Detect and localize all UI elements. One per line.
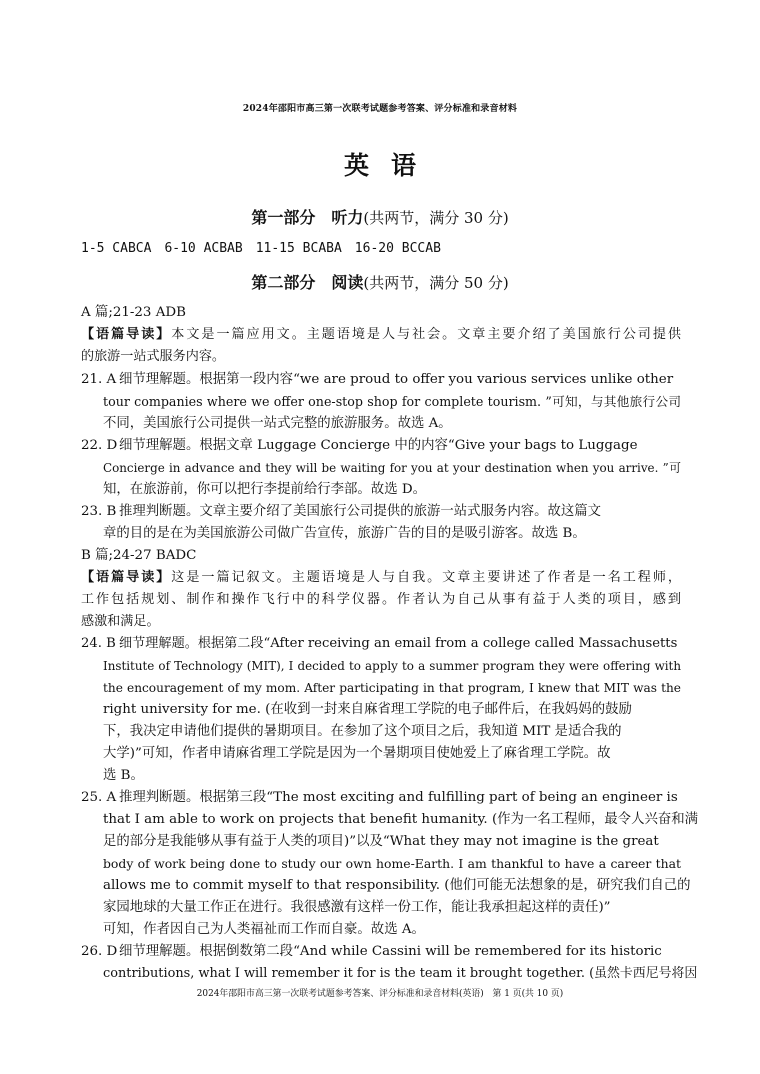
question-21-line: 不同，美国旅行公司提供一站式完整的旅游服务。故选 A。 [103, 416, 452, 431]
part1-heading-text: 第一部分 听力 [251, 208, 364, 227]
question-24: 24. B 细节理解题。根据第二段“After receiving an email from a college called Massachusetts [81, 633, 681, 655]
question-number: 25. A [81, 790, 117, 805]
part2-heading-text: 第二部分 阅读 [251, 273, 364, 292]
part1-heading [0, 205, 760, 228]
question-number: 24. B [81, 636, 116, 651]
passage-b-answers: B 篇;24-27 BADC [81, 548, 197, 563]
question-22-line: Concierge in advance and they will be waiting for you at your destination when you arrive. ”可 [103, 461, 681, 475]
page-footer: 2024年邵阳市高三第一次联考试题参考答案、评分标准和录音材料(英语) 第 1 页(共 10 页) [196, 989, 564, 999]
question-25-line: that I am able to work on projects that benefit humanity. (作为一名工程师，最令人兴奋和满 [103, 812, 699, 827]
question-number: 26. D [81, 944, 118, 959]
passage-a-answers: A 篇;21-23 ADB [81, 305, 186, 320]
question-24-line: Institute of Technology (MIT), I decided to apply to a summer program they were offering with [103, 659, 681, 673]
question-24-line: the encouragement of my mom. After participating in that program, I knew that MIT was the [103, 681, 681, 695]
question-number: 22. D [81, 438, 118, 453]
document-title: 2024年邵阳市高三第一次联考试题参考答案、评分标准和录音材料 [242, 104, 518, 114]
subject-title: 英语 [343, 151, 438, 180]
question-22-line: 知，在旅游前，你可以把行李提前给行李部。故选 D。 [103, 482, 426, 497]
part2-heading [0, 270, 760, 293]
question-number: 21. A [81, 372, 117, 387]
listening-answers: 1-5 CABCA 6-10 ACBAB 11-15 BCABA 16-20 BCCAB [81, 241, 441, 256]
question-22: 22. D 细节理解题。根据文章 Luggage Concierge 中的内容“Give your bags to Luggage [81, 435, 681, 457]
question-25-line: 家园地球的大量工作正在进行。我很感激有这样一份工作，能让我承担起这样的责任)” [103, 900, 611, 915]
passage-b-guide-line: 【语篇导读】这是一篇记叙文。主题语境是人与自我。文章主要讲述了作者是一名工程师， [81, 570, 682, 585]
guide-label: 【语篇导读】 [81, 327, 172, 342]
question-25-line: 足的部分是我能够从事有益于人类的项目)”以及“What they may not imagine is the great [103, 834, 659, 849]
question-25-line: body of work being done to study our own home-Earth. I am thankful to have a career that [103, 856, 681, 871]
part1-heading-sub: (共两节，满分 30 分) [363, 209, 509, 227]
question-number: 23. B [81, 504, 117, 519]
question-25: 25. A 推理判断题。根据第三段“The most exciting and fulfilling part of being an engineer is [81, 787, 681, 809]
question-24-line: 大学)”可知，作者申请麻省理工学院是因为一个暑期项目使她爱上了麻省理工学院。故 [103, 746, 611, 761]
question-21-line: tour companies where we offer one-stop shop for complete tourism. ”可知，与其他旅行公司 [103, 394, 681, 409]
question-23-line: 章的目的是在为美国旅游公司做广告宣传，旅游广告的目的是吸引游客。故选 B。 [103, 526, 586, 541]
question-24-line: 选 B。 [103, 768, 144, 783]
question-21: 21. A 细节理解题。根据第一段内容“we are proud to offer you various services unlike other [81, 369, 681, 391]
question-26: 26. D 细节理解题。根据倒数第二段“And while Cassini will be remembered for its historic [81, 941, 681, 963]
passage-a-guide-line: 【语篇导读】本文是一篇应用文。主题语境是人与社会。文章主要介绍了美国旅行公司提供 [81, 327, 682, 342]
question-24-line: 下，我决定申请他们提供的暑期项目。在参加了这个项目之后，我知道 MIT 是适合我的 [103, 724, 622, 739]
question-24-line: right university for me. (在收到一封来自麻省理工学院的电子邮件后，在我妈妈的鼓励 [103, 702, 632, 717]
question-23: 23. B 推理判断题。文章主要介绍了美国旅行公司提供的旅游一站式服务内容。故这篇文 [81, 501, 681, 523]
passage-a-guide-line: 的旅游一站式服务内容。 [81, 349, 226, 364]
question-25-line: 可知，作者因自己为人类福祉而工作而自豪。故选 A。 [103, 922, 425, 937]
guide-label: 【语篇导读】 [81, 570, 172, 585]
passage-b-guide-line: 工作包括规划、制作和操作飞行中的科学仪器。作者认为自己从事有益于人类的项目，感到 [81, 592, 681, 607]
part2-heading-sub: (共两节，满分 50 分) [363, 274, 509, 292]
question-26-line: contributions, what I will remember it for is the team it brought together. (虽然卡西尼号将因 [103, 966, 698, 981]
passage-b-guide-line: 感激和满足。 [81, 614, 160, 629]
question-25-line: allows me to commit myself to that responsibility. (他们可能无法想象的是，研究我们自己的 [103, 878, 691, 893]
